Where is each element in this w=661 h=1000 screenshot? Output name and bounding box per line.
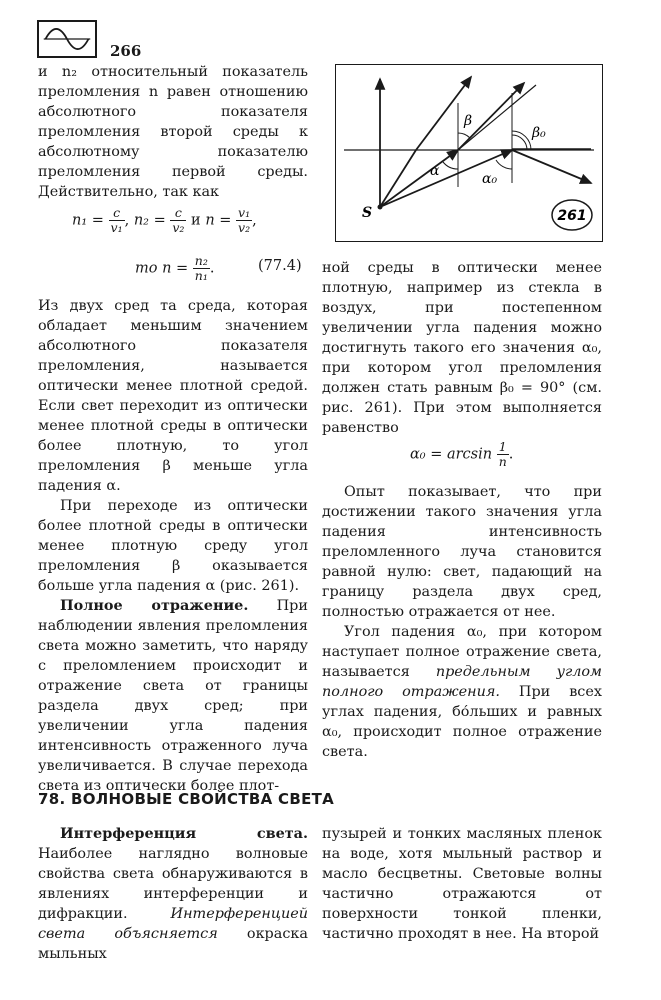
section-right-column [322,824,602,944]
paragraph-text: окраска мыльных [38,926,308,962]
figure-label-alpha0: α₀ [482,171,498,187]
fraction-denominator: v₁ [110,220,123,235]
section-heading: 78. ВОЛНОВЫЕ СВОЙСТВА СВЕТА [38,790,335,808]
fraction-denominator: n [498,454,507,469]
term-interference: Интерференцией света объясняется [38,906,308,942]
fraction-c-v1 [109,206,125,235]
right-column-text-2 [322,482,602,762]
paragraph: и n₂ относительный показатель преломления n равен отношению абсолютного показателя преломления второй среды к абсолютному показателю преломления первой среды. Действительно, так как [38,64,308,200]
fraction-numerator: c [109,206,125,221]
equation-number: (77.4) [258,258,302,274]
figure-label-alpha: α [430,163,440,179]
paragraph [322,622,602,762]
paragraph: ной среды в оптически менее плотную, например из стекла в воздух, при постепенном увеличении угла падения можно достигнуть такого его значения α₀, при котором угол преломления должен стать равным β₀ = 90° (см. рис. 261). При этом выполняется равенство [322,260,602,436]
subheading-total-reflection: Полное отражение. [60,597,249,614]
formula-comma-2: , [252,212,257,229]
formula-and: и [191,212,201,229]
formula-refractive-indices [72,206,257,235]
page-number: 266 [110,42,142,60]
figure-label-beta0: β₀ [532,125,546,141]
fraction-1-n [497,440,509,469]
left-column-text-2 [38,296,308,796]
fraction-numerator: v₁ [238,205,251,220]
fraction-denominator: v₂ [172,220,185,235]
formula-comma-1: , [124,212,130,229]
formula-n1-lhs: n₁ = [72,212,104,229]
right-column-text-1 [322,258,602,438]
formula-dot: . [508,446,514,463]
paragraph-text: При наблюдении явления преломления света можно заметить, что наряду с преломлением происходит и отражение света от границы раздела двух сред; при увеличении угла падения интенсивность отраженного луча увеличивается. В случае перехода света из оптически более плот- [38,598,308,794]
figure-label-s: S [362,205,373,221]
formula-n-lhs: n = [205,212,232,229]
fraction-denominator: n₁ [194,268,208,283]
formula-dot: . [209,260,215,277]
formula-lhs: α₀ = arcsin [410,446,493,463]
paragraph: Опыт показывает, что при достижении такого значения угла падения интенсивность преломленного луча становится равной нулю: свет, падающий на границу раздела двух сред, полностью отражается от нее. [322,484,602,620]
paragraph: При переходе из оптически более плотной среды в оптически менее плотную среду угол преломления β оказывается больше угла падения α (рис. 261). [38,498,308,594]
fraction-c-v2 [170,206,186,235]
fraction-n2-n1 [193,254,210,283]
formula-critical-angle [410,440,513,469]
section-left-column [38,824,308,964]
paragraph [38,596,308,796]
fraction-numerator: c [170,206,186,221]
section-logo-icon [37,20,97,58]
paragraph-text: При всех углах падения, бо́льших и равных α₀, происходит полное отражение света. [322,684,602,760]
paragraph [38,824,308,964]
fraction-numerator: 1 [497,440,509,455]
fraction-denominator: v₂ [238,220,251,235]
paragraph-text: Угол падения α₀, при котором наступает полное отражение света, называется [322,624,602,680]
formula-prefix: то n = [135,260,189,277]
figure-261 [335,64,603,242]
figure-label-beta: β [464,113,473,129]
term-critical-angle: предельным углом полного отражения. [322,664,602,700]
figure-number: 261 [557,208,587,224]
fraction-v1-v2 [236,206,252,235]
paragraph-text: Наиболее наглядно волновые свойства света обнаруживаются в явлениях интерференции и дифракции. [38,846,308,922]
left-column-text-1 [38,62,308,202]
formula-n2-lhs: n₂ = [133,212,166,229]
fraction-numerator: n₂ [194,253,208,268]
subheading-interference: Интерференция света. [60,825,308,842]
paragraph: пузырей и тонких масляных пленок на воде, хотя мыльный раствор и масло бесцветны. Световые волны частично отражаются от поверхности тонкой пленки, частично проходят в нее. На второй [322,826,602,942]
paragraph: Из двух сред та среда, которая обладает меньшим значением абсолютного показателя преломления, называется оптически менее плотной средой. Если свет переходит из оптически менее плотной среды в оптически более плотную, то угол преломления β меньше угла падения α. [38,298,308,494]
formula-77-4 [135,254,214,283]
